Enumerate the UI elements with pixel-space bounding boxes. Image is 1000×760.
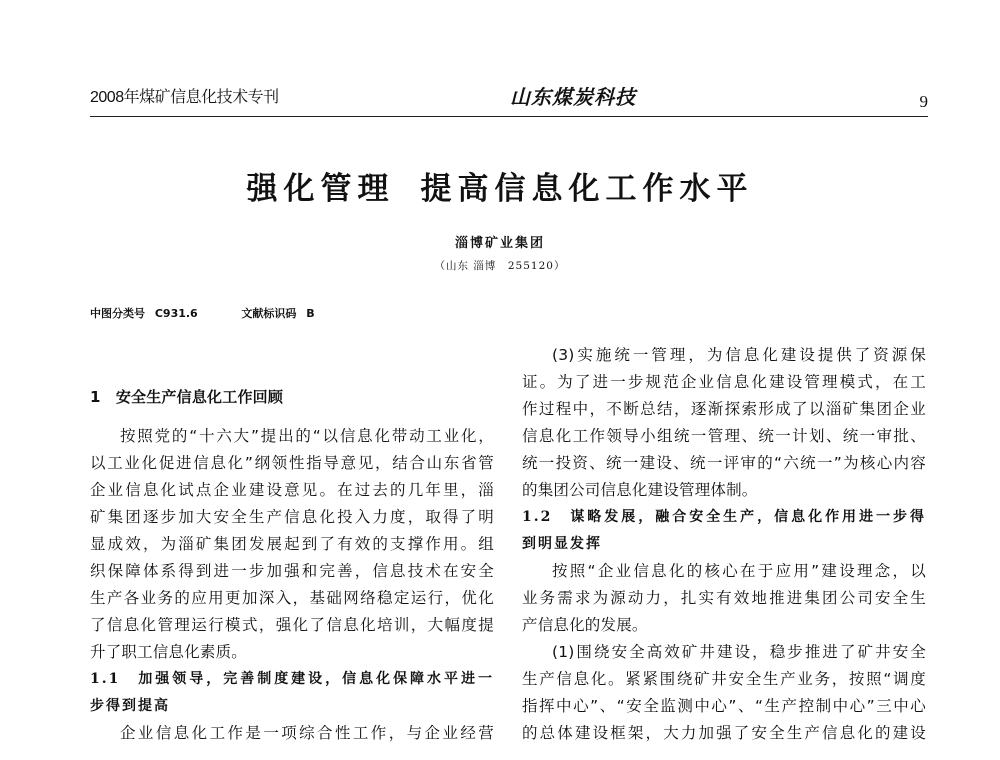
text-line: 按照党的“十六大”提出的“以信息化带动工业化， bbox=[120, 427, 494, 445]
text-line: 的总体建设框架，大力加强了安全生产信息化的建设 bbox=[522, 724, 926, 742]
subsection-heading-line: 1.2 谋略发展，融合安全生产，信息化作用进一步得 bbox=[522, 509, 926, 525]
running-head bbox=[90, 84, 928, 116]
text-line: 生产各业务的应用更加深入，基础网络稳定运行，优化 bbox=[90, 589, 494, 607]
text-line: 了信息化管理运行模式，强化了信息化培训，大幅度提 bbox=[90, 616, 494, 634]
text-line: 统一投资、统一建设、统一评审的“六统一”为核心内容 bbox=[522, 454, 926, 472]
text-line: 矿集团逐步加大安全生产信息化投入力度，取得了明 bbox=[90, 508, 494, 526]
page-number: 9 bbox=[919, 92, 928, 111]
header-rule bbox=[90, 116, 928, 117]
journal-issue: 2008年煤矿信息化技术专刊 bbox=[90, 89, 279, 106]
text-line: 织保障体系得到进一步加强和完善，信息技术在安全 bbox=[90, 562, 494, 580]
text-line: (3)实施统一管理，为信息化建设提供了资源保 bbox=[552, 346, 926, 364]
text-line: 业务需求为源动力，扎实有效地推进集团公司安全生 bbox=[522, 589, 926, 607]
doc-code-label: 文献标识码 bbox=[241, 307, 297, 320]
affiliation: （山东 淄博 255120） bbox=[434, 260, 566, 272]
text-line: 企业信息化工作是一项综合性工作，与企业经营 bbox=[120, 724, 494, 742]
classification-label: 中图分类号 bbox=[90, 307, 145, 320]
author: 淄博矿业集团 bbox=[454, 236, 545, 251]
text-line: 生产信息化。紧紧围绕矿井安全生产业务，按照“调度 bbox=[522, 670, 926, 688]
subsection-heading-line: 步得到提高 bbox=[90, 698, 170, 714]
text-line: 的集团公司信息化建设管理体制。 bbox=[522, 481, 758, 499]
text-line: (1)围绕安全高效矿井建设，稳步推进了矿井安全 bbox=[552, 643, 926, 661]
doc-code-value: B bbox=[306, 307, 315, 320]
classification-line bbox=[90, 305, 321, 321]
text-line: 产信息化的发展。 bbox=[522, 616, 648, 634]
text-line: 指挥中心”、“安全监测中心”、“生产控制中心”三中心 bbox=[522, 697, 926, 715]
title-part-1: 强化管理 bbox=[246, 171, 395, 207]
text-line: 证。为了进一步规范企业信息化建设管理模式，在工 bbox=[522, 373, 926, 391]
section-heading: 1 安全生产信息化工作回顾 bbox=[90, 388, 284, 406]
title-part-2: 提高信息化工作水平 bbox=[420, 171, 754, 207]
text-line: 以工业化促进信息化”纲领性指导意见，结合山东省管 bbox=[90, 454, 494, 472]
text-line: 升了职工信息化素质。 bbox=[90, 643, 248, 661]
journal-logo: 山东煤炭科技 bbox=[510, 85, 636, 109]
article-title bbox=[0, 163, 1000, 208]
text-line: 按照“企业信息化的核心在于应用”建设理念，以 bbox=[552, 562, 926, 580]
text-line: 信息化工作领导小组统一管理、统一计划、统一审批、 bbox=[522, 427, 926, 445]
text-line: 企业信息化试点企业建设意见。在过去的几年里，淄 bbox=[90, 481, 494, 499]
text-line: 显成效，为淄矿集团发展起到了有效的支撑作用。组 bbox=[90, 535, 494, 553]
classification-value: C931.6 bbox=[154, 307, 198, 320]
subsection-heading-line: 1.1 加强领导，完善制度建设，信息化保障水平进一 bbox=[90, 671, 494, 687]
text-line: 作过程中，不断总结，逐渐探索形成了以淄矿集团企业 bbox=[522, 400, 926, 418]
subsection-heading-line: 到明显发挥 bbox=[522, 536, 602, 552]
